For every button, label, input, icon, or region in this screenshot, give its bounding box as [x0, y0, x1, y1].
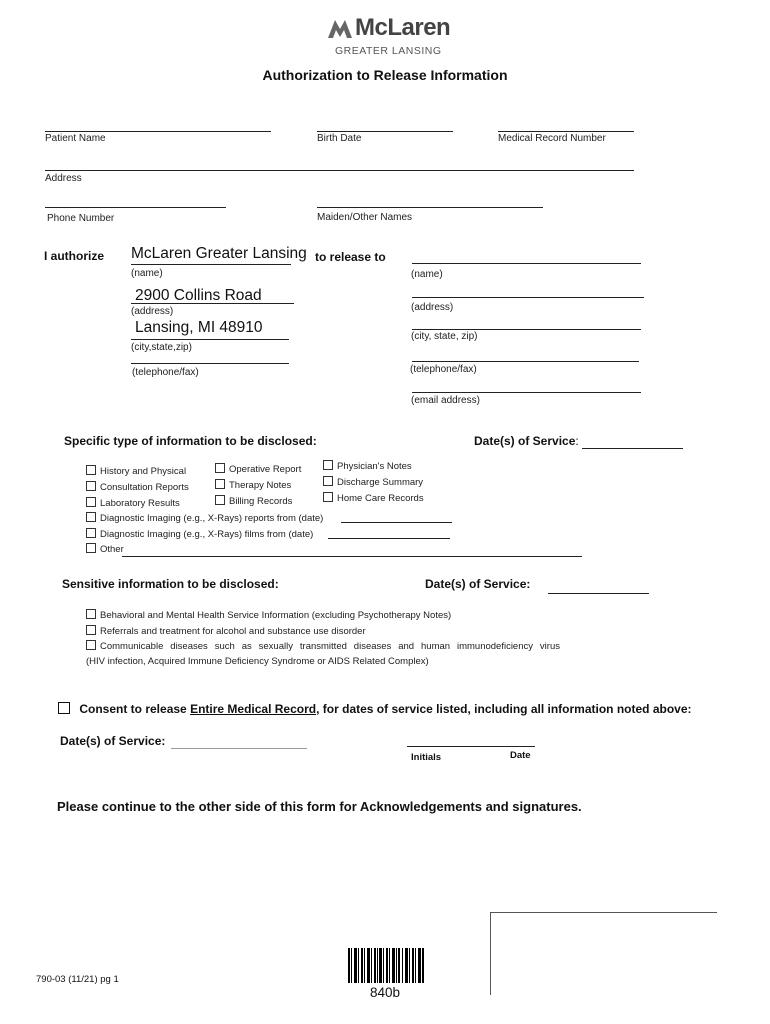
consent-dates-label: Date(s) of Service: — [60, 734, 166, 748]
form-number: 790-03 (11/21) pg 1 — [36, 974, 119, 985]
from-telephone-label: (telephone/fax) — [132, 367, 199, 378]
release-to-label: to release to — [315, 250, 386, 264]
communicable-continued: (HIV infection, Acquired Immune Deficiency Syndrome or AIDS Related Complex) — [86, 656, 429, 667]
logo-name: McLaren — [355, 14, 451, 41]
checkbox-other[interactable]: Other — [86, 543, 124, 555]
checkbox-physician[interactable]: Physician's Notes — [323, 459, 424, 475]
patient-name-label: Patient Name — [45, 133, 106, 144]
mrn-label: Medical Record Number — [498, 133, 606, 144]
specific-col1 — [86, 464, 189, 512]
specific-dates-label: Date(s) of Service: — [474, 434, 579, 448]
to-email-label: (email address) — [411, 395, 480, 406]
checkbox-communicable[interactable]: Communicable diseases such as sexually transmitted diseases and human immunodeficiency virus — [86, 640, 560, 652]
mclaren-logo-icon — [327, 18, 353, 40]
from-address-label: (address) — [131, 306, 174, 317]
checkbox-imaging-reports[interactable]: Diagnostic Imaging (e.g., X-Rays) reports from (date) — [86, 512, 323, 524]
sensitive-dates-label: Date(s) of Service: — [425, 577, 531, 591]
continue-note: Please continue to the other side of this form for Acknowledgements and signatures. — [57, 799, 582, 814]
phone-label: Phone Number — [47, 213, 115, 224]
checkbox-lab[interactable]: Laboratory Results — [86, 496, 189, 512]
checkbox-discharge[interactable]: Discharge Summary — [323, 475, 424, 491]
authorize-label: I authorize — [44, 249, 105, 263]
birth-date-label: Birth Date — [317, 133, 362, 144]
logo-subtitle: GREATER LANSING — [335, 45, 442, 57]
logo — [327, 14, 451, 58]
checkbox-substance[interactable]: Referrals and treatment for alcohol and substance use disorder — [86, 625, 366, 637]
address-label: Address — [45, 173, 82, 184]
checkbox-consent[interactable] — [58, 702, 70, 714]
from-city-label: (city,state,zip) — [131, 342, 192, 353]
maiden-label: Maiden/Other Names — [317, 212, 413, 223]
specific-col3 — [323, 459, 424, 507]
barcode-text: 840b — [370, 985, 401, 1000]
sensitive-heading: Sensitive information to be disclosed: — [62, 577, 279, 591]
to-address-label: (address) — [411, 302, 454, 313]
from-name-label: (name) — [131, 268, 163, 279]
from-city: Lansing, MI 48910 — [135, 319, 263, 336]
checkbox-billing[interactable]: Billing Records — [215, 494, 301, 510]
signature-box-corner — [490, 912, 717, 995]
date-label: Date — [510, 750, 531, 761]
from-name: McLaren Greater Lansing — [131, 245, 307, 262]
checkbox-imaging-films[interactable]: Diagnostic Imaging (e.g., X-Rays) films from (date) — [86, 528, 313, 540]
checkbox-operative[interactable]: Operative Report — [215, 462, 301, 478]
initials-label: Initials — [411, 752, 442, 763]
from-address: 2900 Collins Road — [135, 287, 262, 304]
checkbox-history[interactable]: History and Physical — [86, 464, 189, 480]
checkbox-consultation[interactable]: Consultation Reports — [86, 480, 189, 496]
page-title: Authorization to Release Information — [262, 67, 508, 83]
specific-col2 — [215, 462, 301, 510]
checkbox-therapy[interactable]: Therapy Notes — [215, 478, 301, 494]
to-telephone-label: (telephone/fax) — [410, 364, 477, 375]
to-name-label: (name) — [411, 269, 443, 280]
consent-entire-record[interactable]: Consent to release Entire Medical Record, for dates of service listed, including all information noted above: — [58, 702, 692, 716]
checkbox-homecare[interactable]: Home Care Records — [323, 491, 424, 507]
specific-heading: Specific type of information to be disclosed: — [64, 434, 317, 448]
barcode-icon — [348, 948, 424, 983]
to-city-label: (city, state, zip) — [411, 331, 478, 342]
checkbox-behavioral[interactable]: Behavioral and Mental Health Service Information (excluding Psychotherapy Notes) — [86, 609, 451, 621]
